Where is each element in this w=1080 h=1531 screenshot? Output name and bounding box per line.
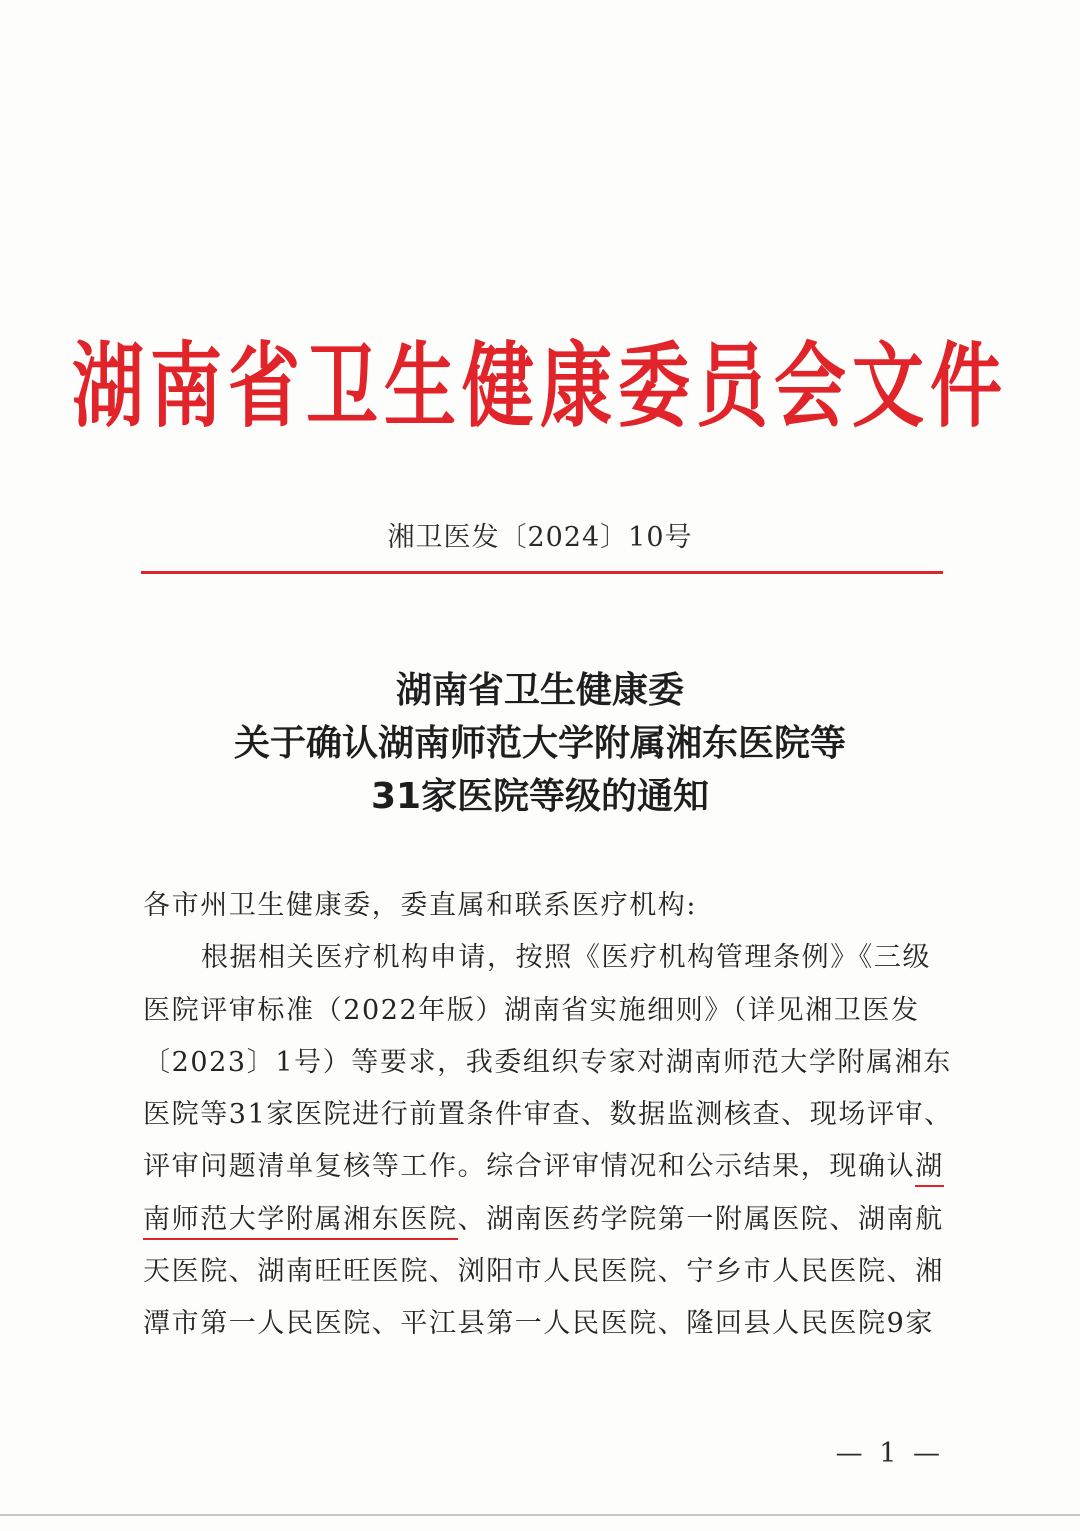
notice-title-line-3: 31家医院等级的通知 [370,776,710,817]
notice-title-line-1: 湖南省卫生健康委 [395,670,684,711]
body-line-5 [143,1141,948,1193]
body-line-8: 潭市第一人民医院、平江县第一人民医院、隆回县人民医院9家 [143,1308,934,1340]
notice-body [143,880,953,1351]
highlight-underline-start: 湖 [915,1151,944,1187]
body-line-6 [143,1194,948,1246]
body-line-3: 〔2023〕1号）等要求，我委组织专家对湖南师范大学附属湘东 [143,1046,952,1078]
body-line-1: 根据相关医疗机构申请，按照《医疗机构管理条例》《三级 [201,942,932,974]
highlight-underline-hospital: 南师范大学附属湘东医院 [143,1204,458,1240]
masthead-title: 湖南省卫生健康委员会文件 [71,332,1008,440]
body-line-2: 医院评审标准（2022年版）湖南省实施细则》（详见湘卫医发 [143,994,920,1026]
red-divider-line [141,571,943,574]
page-number: — 1 — [835,1438,944,1469]
body-line-4: 医院等31家医院进行前置条件审查、数据监测核查、现场评审、 [143,1099,953,1131]
document-number: 湘卫医发〔2024〕10号 [387,522,693,553]
body-line-5-text: 评审问题清单复核等工作。综合评审情况和公示结果，现确认 [143,1151,916,1183]
page-bottom-edge [0,1514,1080,1516]
body-line-7: 天医院、湖南旺旺医院、浏阳市人民医院、宁乡市人民医院、湘 [143,1256,944,1288]
notice-title [0,664,1080,823]
notice-title-line-2: 关于确认湖南师范大学附属湘东医院等 [233,723,846,764]
salutation: 各市州卫生健康委，委直属和联系医疗机构: [143,890,698,921]
body-line-6-text: 、湖南医药学院第一附属医院、湖南航 [457,1203,944,1235]
